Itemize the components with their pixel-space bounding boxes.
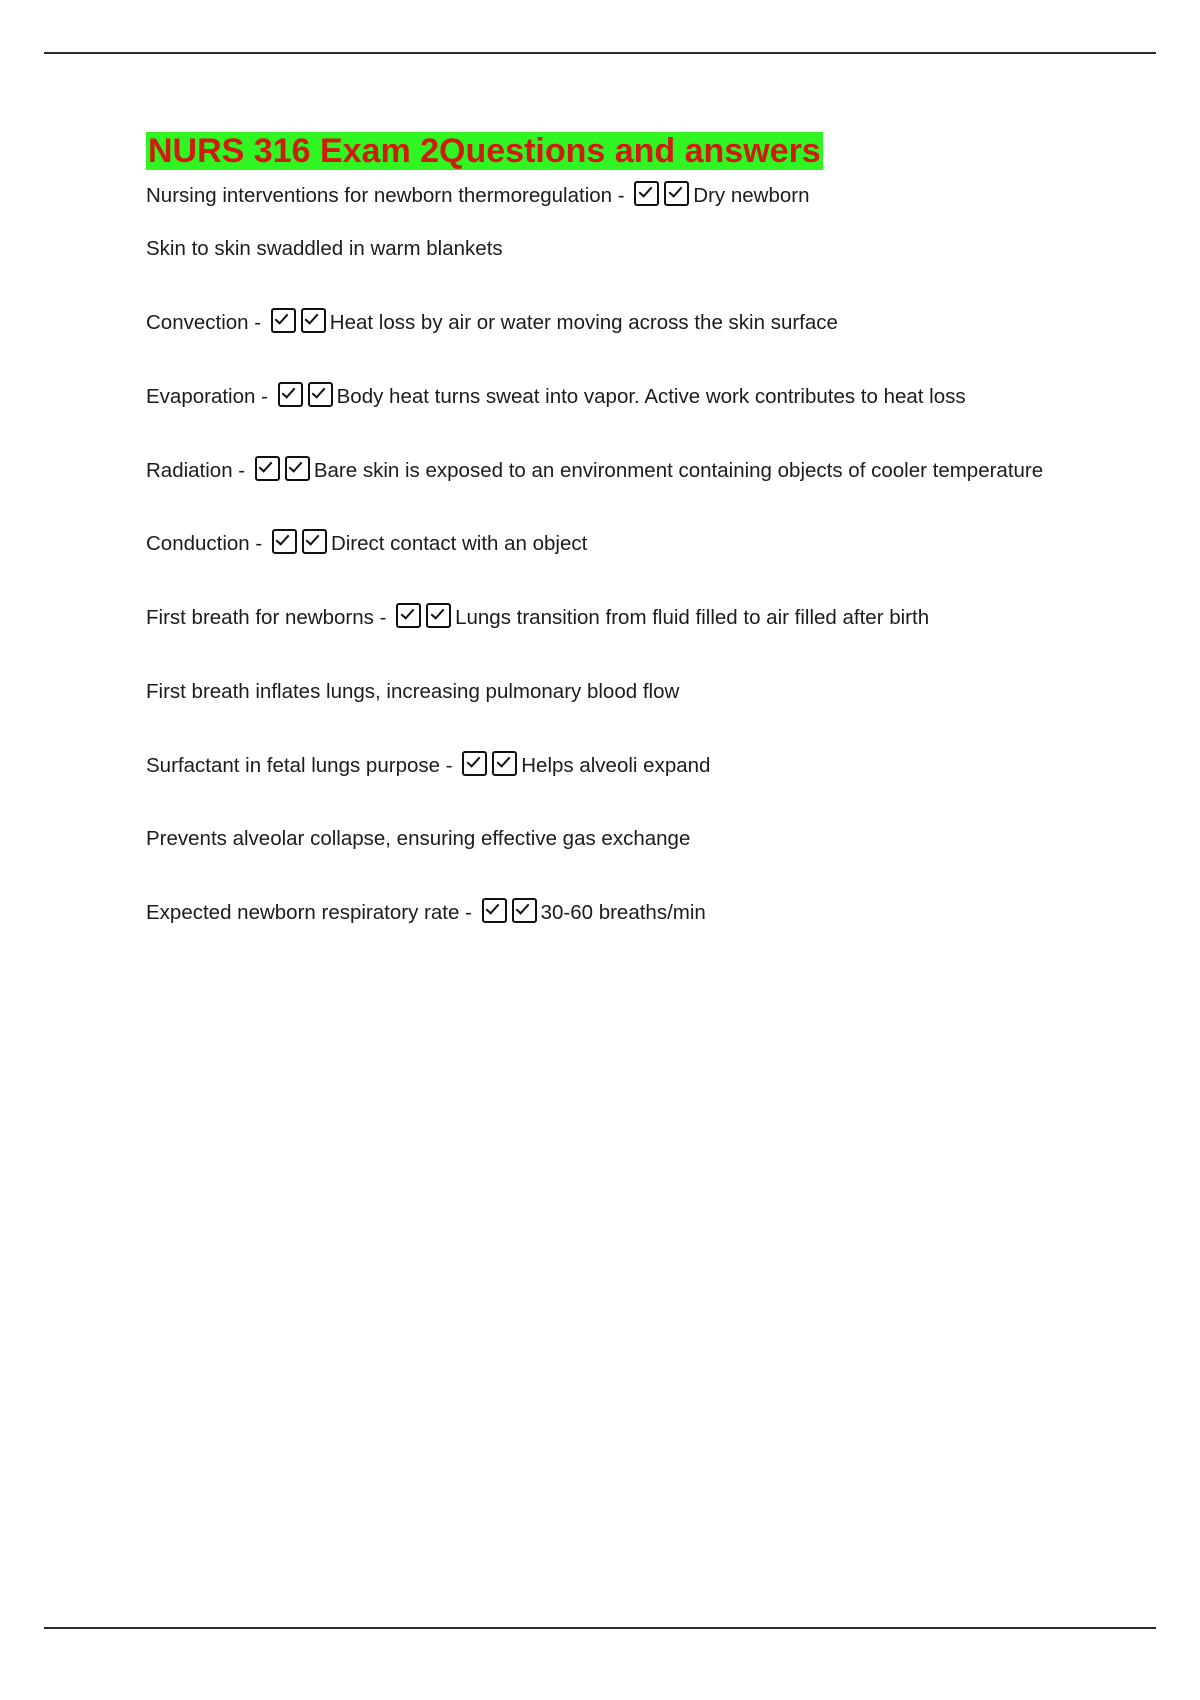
header-rule [44, 52, 1156, 54]
checkbox-group [268, 532, 331, 555]
checkbox-checked-icon[interactable] [492, 751, 517, 776]
qa-entry [146, 602, 1046, 634]
checkbox-group [274, 385, 337, 408]
checkbox-checked-icon[interactable] [308, 382, 333, 407]
qa-entry [146, 823, 1046, 855]
qa-entry [146, 528, 1046, 560]
qa-term: Nursing interventions for newborn thermoregulation - [146, 183, 631, 207]
qa-definition-extra: Skin to skin swaddled in warm blankets [146, 237, 503, 261]
qa-entry [146, 676, 1046, 708]
checkbox-checked-icon[interactable] [302, 529, 327, 554]
checkbox-checked-icon[interactable] [278, 382, 303, 407]
checkbox-checked-icon[interactable] [664, 181, 689, 206]
checkbox-checked-icon[interactable] [272, 529, 297, 554]
checkbox-group [630, 184, 693, 207]
qa-term: Expected newborn respiratory rate - [146, 901, 478, 925]
qa-term: Evaporation - [146, 384, 274, 408]
qa-entry [146, 455, 1046, 487]
qa-term: Conduction - [146, 532, 268, 556]
page-title-highlight: NURS 316 Exam 2Questions and answers [148, 132, 821, 170]
checkbox-checked-icon[interactable] [396, 603, 421, 628]
qa-definition: Heat loss by air or water moving across the skin surface [329, 311, 838, 335]
checkbox-checked-icon[interactable] [462, 751, 487, 776]
document-content [146, 130, 1086, 971]
qa-term: Radiation - [146, 458, 251, 482]
qa-definition: Direct contact with an object [330, 532, 588, 556]
checkbox-checked-icon[interactable] [634, 181, 659, 206]
qa-entry [146, 750, 1046, 782]
qa-entry [146, 381, 1046, 413]
checkbox-checked-icon[interactable] [512, 898, 537, 923]
qa-definition: 30-60 breaths/min [540, 901, 706, 925]
page-title [146, 130, 906, 174]
checkbox-group [458, 754, 521, 777]
qa-term: First breath for newborns - [146, 606, 393, 630]
qa-definition: First breath inflates lungs, increasing pulmonary blood flow [146, 679, 680, 703]
checkbox-checked-icon[interactable] [482, 898, 507, 923]
checkbox-checked-icon[interactable] [285, 456, 310, 481]
checkbox-group [478, 901, 541, 924]
qa-entry-list [146, 180, 1086, 929]
qa-definition: Dry newborn [693, 183, 810, 207]
qa-definition: Prevents alveolar collapse, ensuring effective gas exchange [146, 827, 691, 851]
qa-entry [146, 307, 1046, 339]
qa-definition: Bare skin is exposed to an environment containing objects of cooler temperature [313, 458, 1044, 482]
qa-definition: Lungs transition from fluid filled to air filled after birth [455, 606, 930, 630]
qa-definition: Body heat turns sweat into vapor. Active work contributes to heat loss [336, 384, 966, 408]
checkbox-checked-icon[interactable] [426, 603, 451, 628]
checkbox-checked-icon[interactable] [301, 308, 326, 333]
qa-term: Convection - [146, 311, 267, 335]
qa-term: Surfactant in fetal lungs purpose - [146, 753, 459, 777]
footer-rule [44, 1627, 1156, 1629]
checkbox-group [267, 311, 330, 334]
qa-entry [146, 180, 1046, 266]
checkbox-group [392, 606, 455, 629]
qa-definition: Helps alveoli expand [521, 753, 711, 777]
checkbox-group [251, 459, 314, 482]
qa-entry [146, 897, 1046, 929]
checkbox-checked-icon[interactable] [255, 456, 280, 481]
checkbox-checked-icon[interactable] [271, 308, 296, 333]
